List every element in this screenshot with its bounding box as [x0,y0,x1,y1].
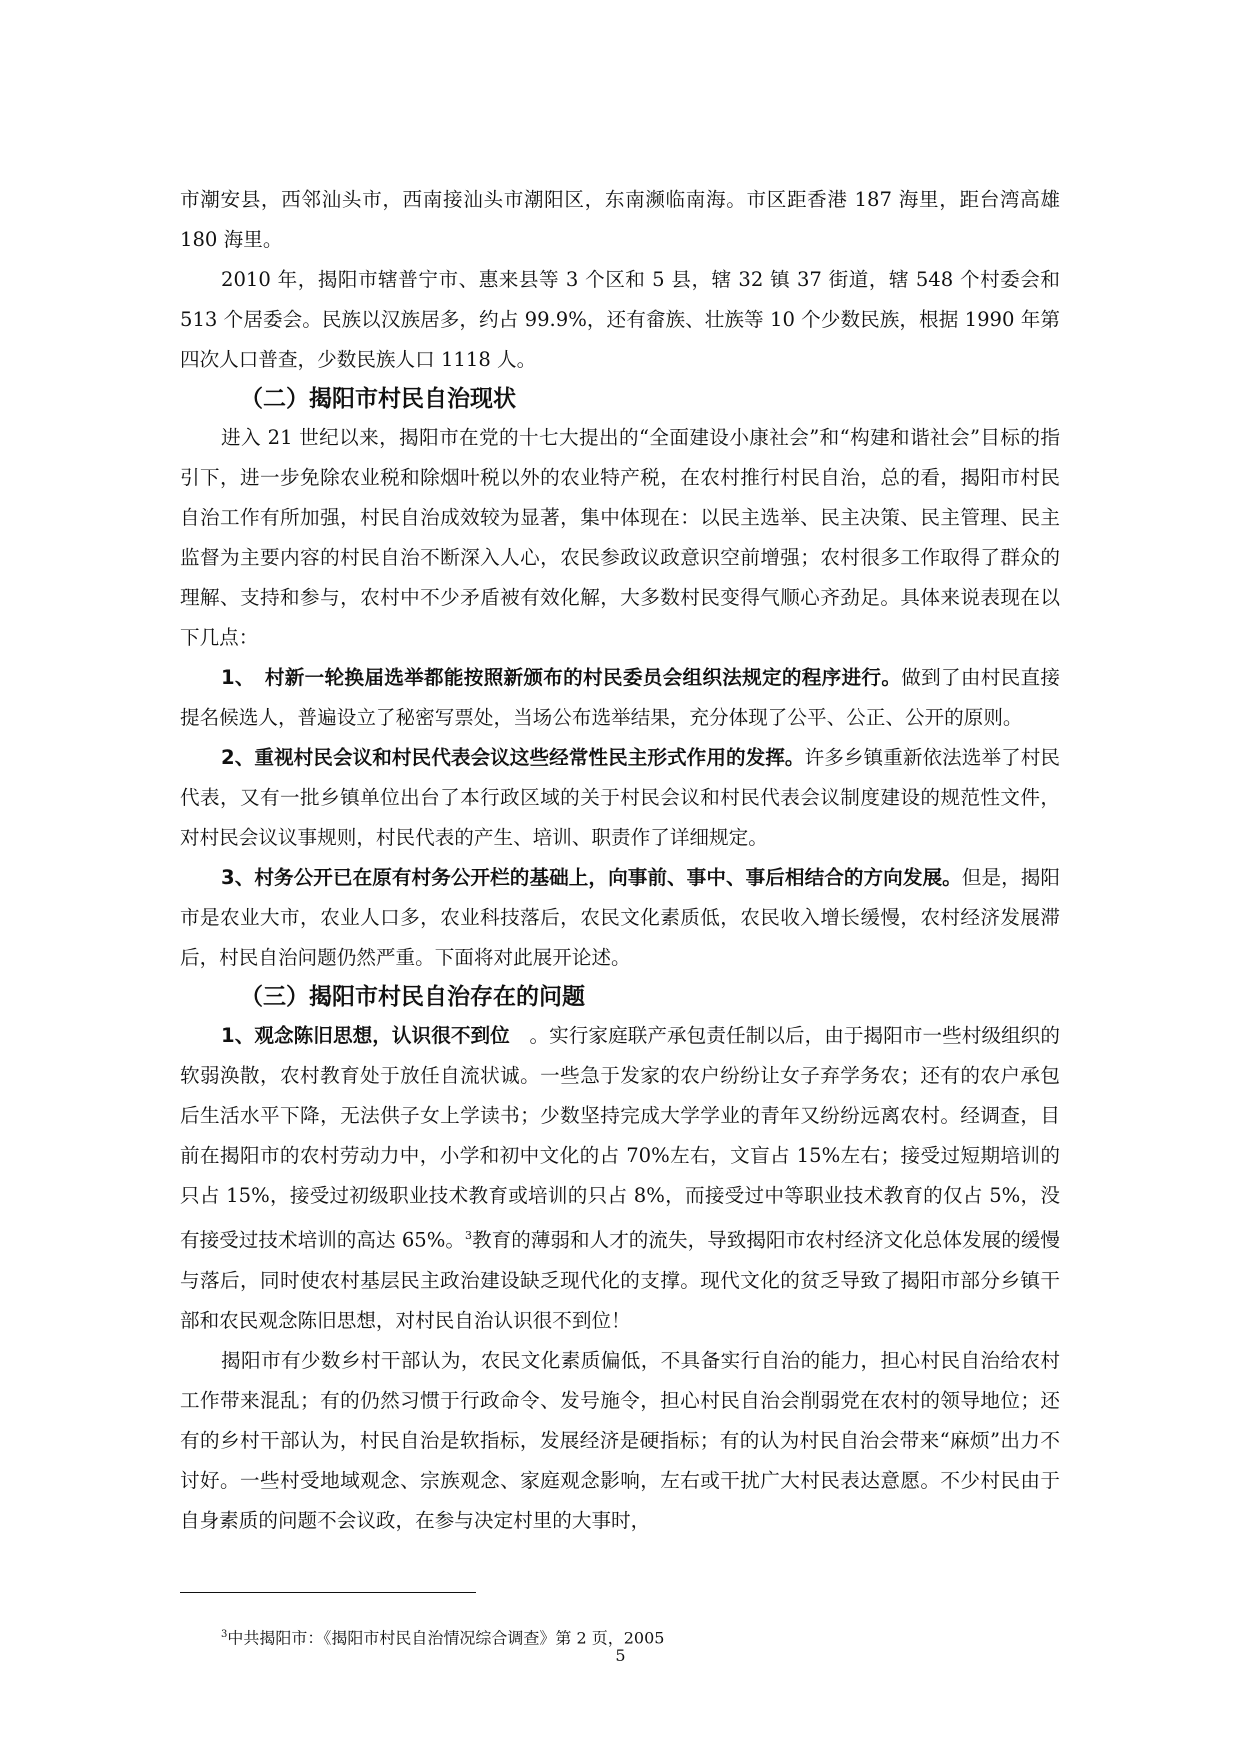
list-item-lead: 2、重视村民会议和村民代表会议这些经常性民主形式作用的发挥。 [221,746,805,769]
list-item-text: 但是，揭阳市是农业大市，农业人口多，农业科技落后，农民文化素质低，农民收入增长缓慢，农村经济发展滞后，村民自治问题仍然严重。下面将对此展开论述。 [180,866,1060,969]
page-number: 5 [615,1646,626,1665]
list-item-text: 。实行家庭联产承包责任制以后，由于揭阳市一些村级组织的软弱涣散，农村教育处于放任自流状诚。一些急于发家的农户纷纷让女子弃学务农；还有的农户承包后生活水平下降，无法供子女上学读书；少数坚持完成大学学业的青年又纷纷远离农村。经调查，目前在揭阳市的农村劳动力中，小学和初中文化的占 70%左右，文盲占 15%左右；接受过短期培训的只占 15%，接受过初级职业技术教育或培训的只占 8%，而接受过中等职业技术教育的仅占 5%，没有接受过技术培训的高达 65%。 [180,1024,1060,1252]
section-heading-problems: （三）揭阳市村民自治存在的问题 [240,984,585,1010]
list-item-meetings [180,738,1060,858]
document-body [180,180,1060,1541]
list-item-lead: 1、观念陈旧思想，认识很不到位 [221,1024,530,1047]
list-item-text: 许多乡镇重新依法选举了村民代表，又有一批乡镇单位出台了本行政区域的关于村民会议和村民代表会议制度建设的规范性文件，对村民会议议事规则，村民代表的产生、培训、职责作了详细规定。 [180,746,1061,849]
list-item-transparency [180,858,1060,978]
list-item-text: 做到了由村民直接提名候选人，普遍设立了秘密写票处，当场公布选举结果，充分体现了公平、公正、公开的原则。 [180,666,1060,729]
list-item-outdated-ideas [180,1016,1060,1341]
footnote-text: 中共揭阳市：《揭阳市村民自治情况综合调查》第 2 页，2005 [227,1628,665,1648]
list-item-elections [180,658,1060,738]
section-heading-status: （二）揭阳市村民自治现状 [240,386,516,412]
list-item-text-cont: 教育的薄弱和人才的流失，导致揭阳市农村经济文化总体发展的缓慢与落后，同时使农村基层民主政治建设缺乏现代化的支撑。现代文化的贫乏导致了揭阳市部分乡镇干部和农民观念陈旧思想，对村民自治认识很不到位！ [180,1228,1061,1332]
list-item-lead: 1、 村新一轮换届选举都能按照新颁布的村民委员会组织法规定的程序进行。 [221,666,902,689]
paragraph-administration: 2010 年，揭阳市辖普宁市、惠来县等 3 个区和 5 县，辖 32 镇 37 街道，辖 548 个村委会和 513 个居委会。民族以汉族居多，约占 99.9%，还有畲族、壮族等 10 个少数民族，根据 1990 年第四次人口普查，少数民族人口 1118 人。 [180,268,1060,371]
footnote-mark: 3 [221,1629,228,1640]
list-item-lead: 3、村务公开已在原有村务公开栏的基础上，向事前、事中、事后相结合的方向发展。 [221,866,962,889]
paragraph-cadre-attitudes: 揭阳市有少数乡村干部认为，农民文化素质偏低，不具备实行自治的能力，担心村民自治给农村工作带来混乱；有的仍然习惯于行政命令、发号施令，担心村民自治会削弱党在农村的领导地位；还有的乡村干部认为，村民自治是软指标，发展经济是硬指标；有的认为村民自治会带来“麻烦”出力不讨好。一些村受地域观念、宗族观念、家庭观念影响，左右或干扰广大村民表达意愿。不少村民由于自身素质的问题不会议政，在参与决定村里的大事时， [180,1348,1060,1532]
footnote-divider [180,1592,476,1593]
paragraph-location: 市潮安县，西邻汕头市，西南接汕头市潮阳区，东南濒临南海。市区距香港 187 海里，距台湾高雄 180 海里。 [180,188,1060,251]
footnote-reference[interactable]: 3 [465,1229,472,1242]
paragraph-status-intro: 进入 21 世纪以来，揭阳市在党的十七大提出的“全面建设小康社会”和“构建和谐社会”目标的指引下，进一步免除农业税和除烟叶税以外的农业特产税，在农村推行村民自治，总的看，揭阳市村民自治工作有所加强，村民自治成效较为显著，集中体现在：以民主选举、民主决策、民主管理、民主监督为主要内容的村民自治不断深入人心，农民参政议政意识空前增强；农村很多工作取得了群众的理解、支持和参与，农村中不少矛盾被有效化解，大多数村民变得气顺心齐劲足。具体来说表现在以下几点： [180,426,1060,649]
